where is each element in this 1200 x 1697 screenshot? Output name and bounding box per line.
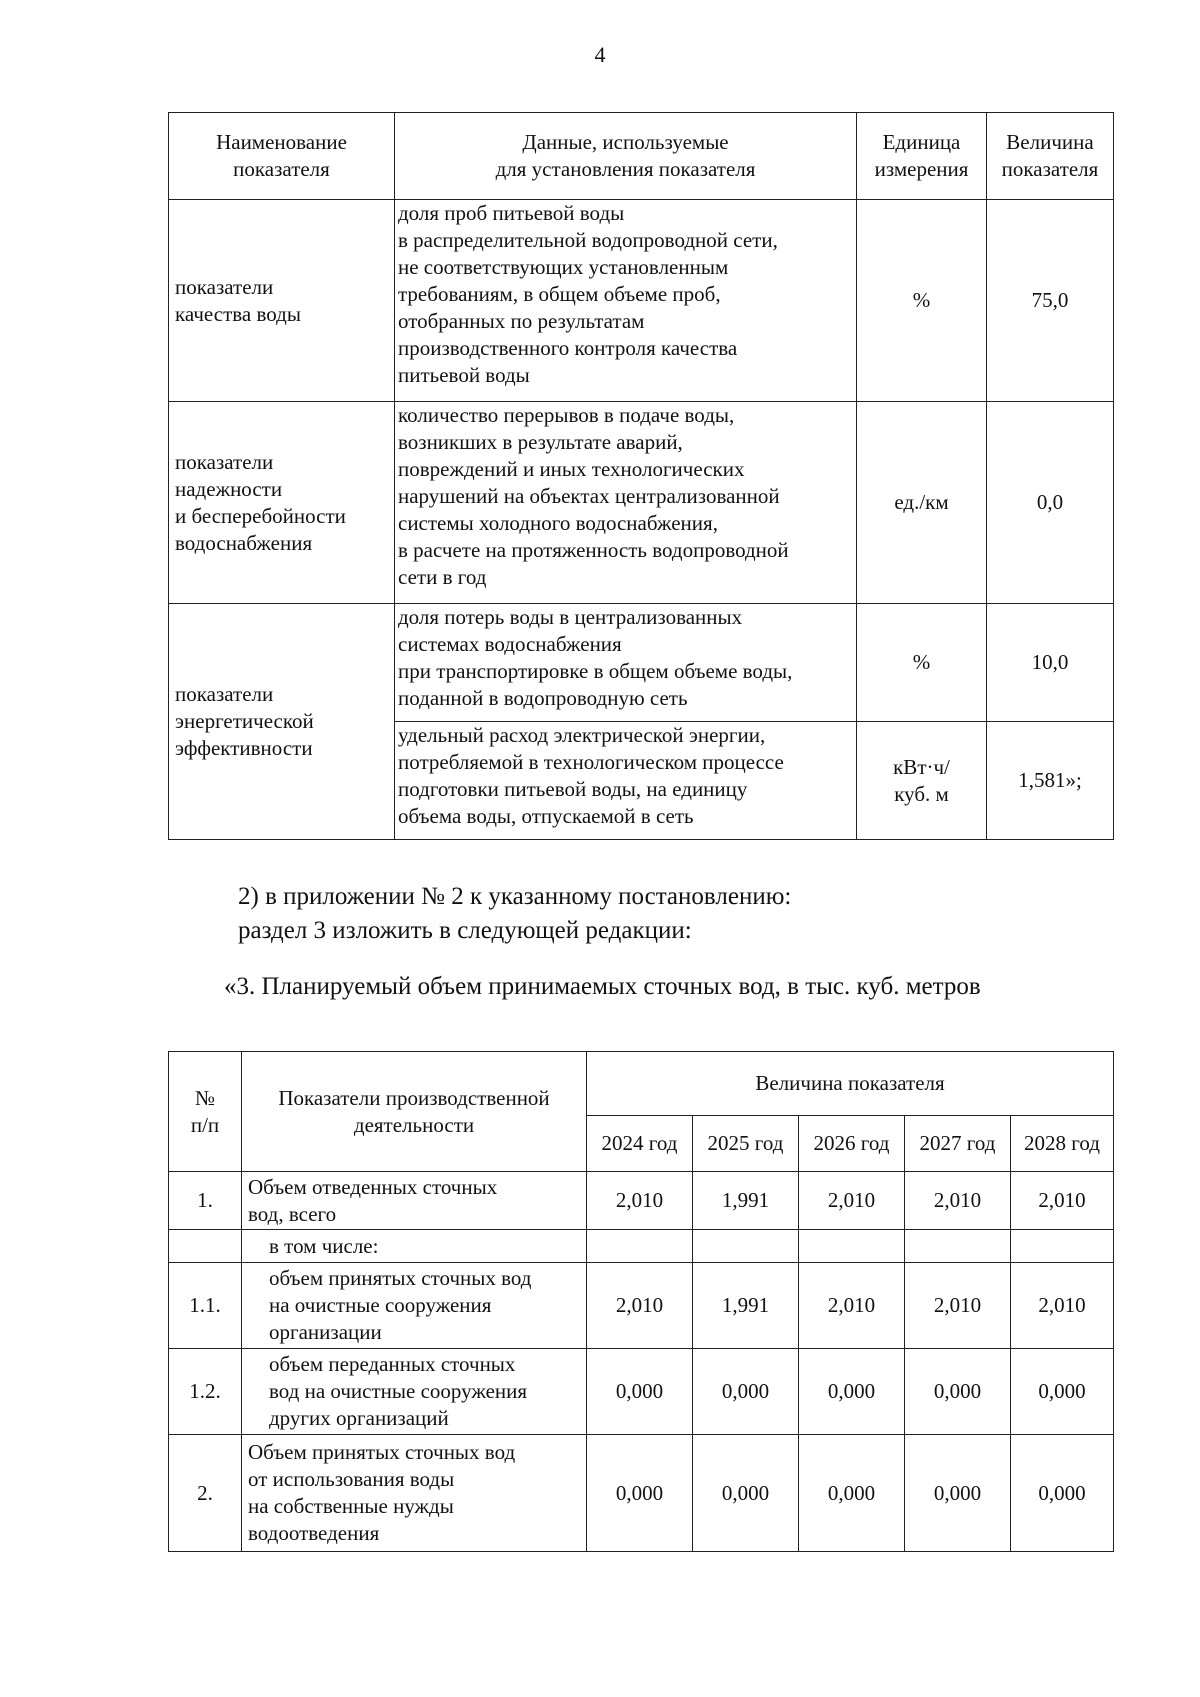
indicator-value: 10,0 (987, 604, 1114, 722)
indicator-name: показатели качества воды (169, 200, 395, 402)
value-cell: 2,010 (799, 1263, 905, 1349)
value-cell: 2,010 (799, 1172, 905, 1230)
table-header-row (169, 113, 1114, 200)
row-number: 1.2. (169, 1349, 242, 1435)
indicator-description: удельный расход электрической энергии, потребляемой в технологическом процессе подготовки питьевой воды, на единицу объема воды, отпускаемой в сеть (395, 722, 857, 840)
value-cell: 2,010 (1011, 1263, 1114, 1349)
row-number (169, 1230, 242, 1263)
row-label: Объем отведенных сточных вод, всего (242, 1172, 587, 1230)
value-cell: 2,010 (905, 1172, 1011, 1230)
indicator-name: показатели надежности и бесперебойности водоснабжения (169, 402, 395, 604)
amendment-line-2: раздел 3 изложить в следующей редакции: (238, 917, 692, 944)
indicator-value: 75,0 (987, 200, 1114, 402)
value-cell: 0,000 (1011, 1435, 1114, 1552)
value-cell: 0,000 (587, 1435, 693, 1552)
value-cell: 0,000 (587, 1349, 693, 1435)
value-cell (799, 1230, 905, 1263)
section-title: «3. Планируемый объем принимаемых сточных вод, в тыс. куб. метров (224, 973, 981, 1000)
row-number: 1.1. (169, 1263, 242, 1349)
header-indicator: Показатели производственной деятельности (242, 1052, 587, 1172)
indicator-description: доля проб питьевой воды в распределительной водопроводной сети, не соответствующих установленным требованиям, в общем объеме проб, отобранных по результатам производственного контроля качества питьевой воды (395, 200, 857, 402)
row-label: объем принятых сточных вод на очистные сооружения организации (242, 1263, 587, 1349)
row-label: объем переданных сточных вод на очистные сооружения других организаций (242, 1349, 587, 1435)
value-cell: 0,000 (905, 1349, 1011, 1435)
value-cell: 0,000 (1011, 1349, 1114, 1435)
table-row (169, 200, 1114, 402)
indicator-unit: % (857, 604, 987, 722)
value-cell (905, 1230, 1011, 1263)
page-number: 4 (594, 42, 606, 67)
header-value-group: Величина показателя (587, 1052, 1114, 1116)
value-cell: 2,010 (587, 1172, 693, 1230)
table-row (169, 402, 1114, 604)
header-unit: Единица измерения (857, 113, 987, 200)
value-cell: 0,000 (693, 1349, 799, 1435)
row-label: Объем принятых сточных вод от использования воды на собственные нужды водоотведения (242, 1435, 587, 1552)
table-row (169, 1435, 1114, 1552)
table-row (169, 1230, 1114, 1263)
header-year: 2024 год (587, 1116, 693, 1172)
value-cell (587, 1230, 693, 1263)
header-number: № п/п (169, 1052, 242, 1172)
value-cell: 2,010 (587, 1263, 693, 1349)
indicator-unit: кВт·ч/ куб. м (857, 722, 987, 840)
header-year: 2027 год (905, 1116, 1011, 1172)
header-year: 2026 год (799, 1116, 905, 1172)
value-cell: 0,000 (905, 1435, 1011, 1552)
indicator-unit: % (857, 200, 987, 402)
header-year: 2025 год (693, 1116, 799, 1172)
header-data-used: Данные, используемые для установления показателя (395, 113, 857, 200)
indicator-name: показатели энергетической эффективности (169, 604, 395, 840)
table-row (169, 1349, 1114, 1435)
header-year: 2028 год (1011, 1116, 1114, 1172)
header-value: Величина показателя (987, 113, 1114, 200)
table-row (169, 1172, 1114, 1230)
indicator-description: количество перерывов в подаче воды, возникших в результате аварий, повреждений и иных технологических нарушений на объектах централизованной системы холодного водоснабжения, в расчете на протяженность водопроводной сети в год (395, 402, 857, 604)
header-indicator-name: Наименование показателя (169, 113, 395, 200)
quality-indicators-table (168, 112, 1114, 840)
amendment-line-1: 2) в приложении № 2 к указанному постановлению: (238, 883, 792, 910)
row-number: 2. (169, 1435, 242, 1552)
wastewater-volume-table (168, 1051, 1114, 1552)
value-cell: 2,010 (1011, 1172, 1114, 1230)
table-row (169, 1263, 1114, 1349)
table-header-row (169, 1052, 1114, 1116)
indicator-value: 1,581»; (987, 722, 1114, 840)
row-number: 1. (169, 1172, 242, 1230)
indicator-value: 0,0 (987, 402, 1114, 604)
table-row (169, 604, 1114, 722)
value-cell: 0,000 (693, 1435, 799, 1552)
value-cell: 2,010 (905, 1263, 1011, 1349)
value-cell: 1,991 (693, 1263, 799, 1349)
value-cell: 0,000 (799, 1349, 905, 1435)
value-cell (693, 1230, 799, 1263)
indicator-unit: ед./км (857, 402, 987, 604)
amendment-paragraph (238, 880, 791, 948)
value-cell (1011, 1230, 1114, 1263)
value-cell: 0,000 (799, 1435, 905, 1552)
row-label: в том числе: (242, 1230, 587, 1263)
value-cell: 1,991 (693, 1172, 799, 1230)
indicator-description: доля потерь воды в централизованных системах водоснабжения при транспортировке в общем объеме воды, поданной в водопроводную сеть (395, 604, 857, 722)
